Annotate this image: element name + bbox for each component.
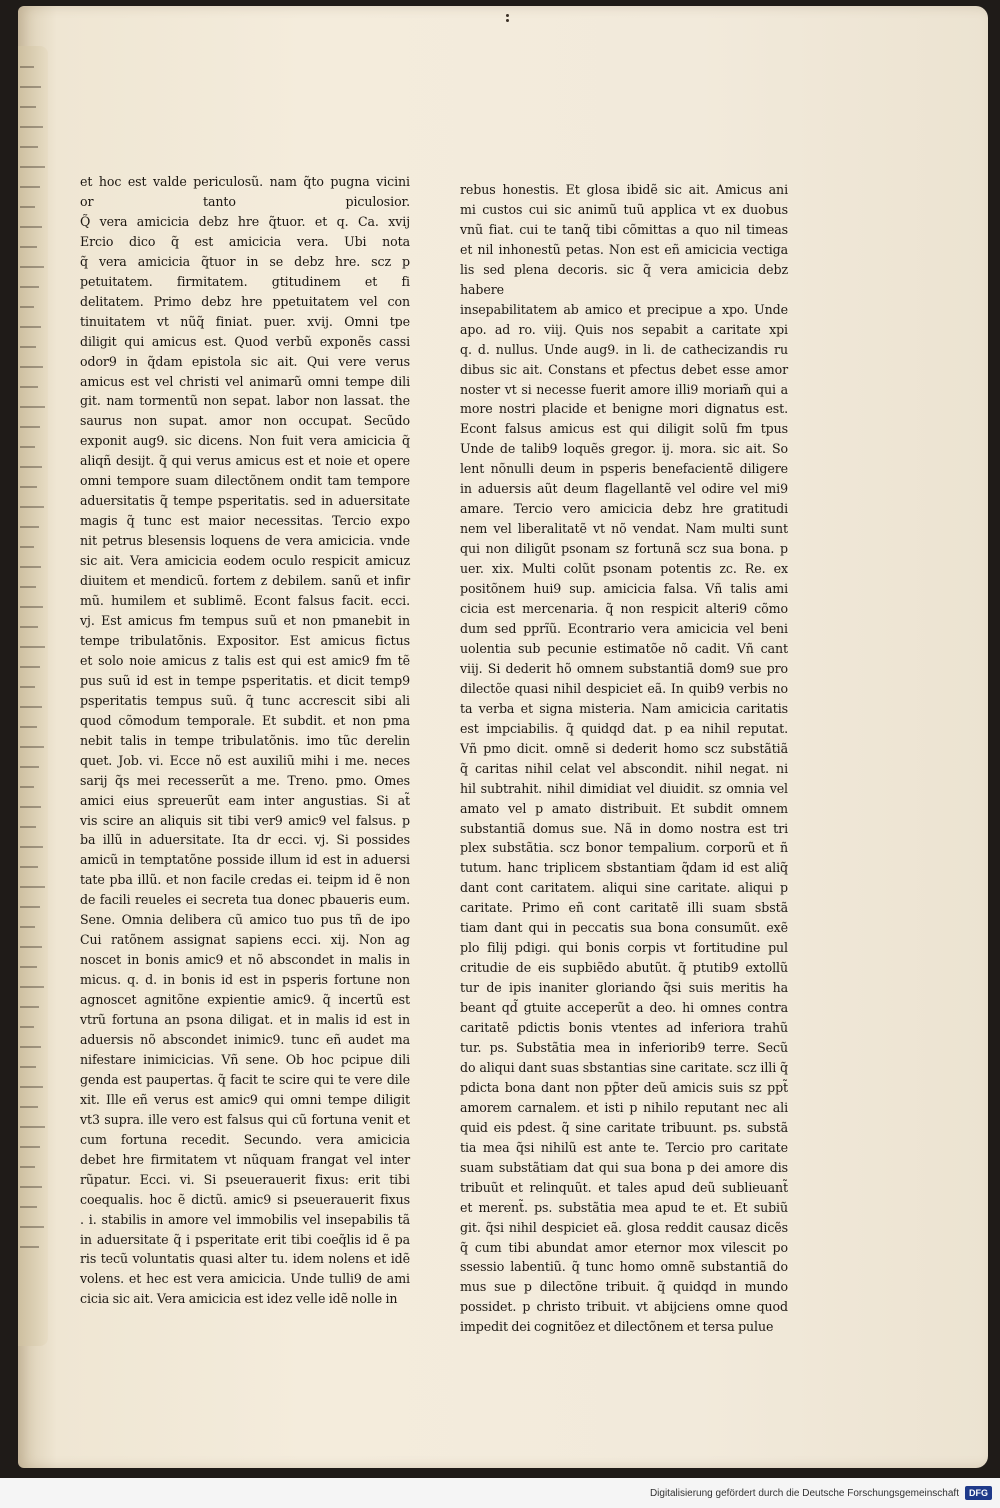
facing-page-ghost-line xyxy=(20,226,42,228)
text-line: substantiã domus sue. Nã in domo nostra est tri xyxy=(460,820,788,836)
text-line: aduersis nõ abscondet inimic9. tunc eñ audet ma xyxy=(80,1031,410,1047)
text-line: Q̃ vera amicicia debz hre q̃tuor. et q. Ca. xvij xyxy=(80,213,410,229)
text-line: or tanto piculosior. xyxy=(80,193,410,209)
facing-page-ghost-line xyxy=(20,146,38,148)
text-line: critudie de eis supbiẽdo abutũt. q̃ ptutib9 extollũ xyxy=(460,960,788,976)
text-line: tribuũt et relinquũt. et tales apud deũ sublieuant̃ xyxy=(460,1179,788,1195)
text-line: psperitatis tempus suũ. q̃ tunc accrescit sibi ali xyxy=(80,692,410,708)
text-line: impedit dei cognitõez et dilectõnem et tersa pulue xyxy=(460,1319,774,1335)
facing-page-ghost-line xyxy=(20,926,35,928)
facing-page-ghost-line xyxy=(20,1046,41,1048)
text-line: dum sed pprĩũ. Econtrario vera amicicia vel beni xyxy=(460,620,788,636)
text-line: . i. stabilis in amore vel immobilis vel insepabilis tã xyxy=(80,1211,410,1227)
facing-page-ghost-line xyxy=(20,1206,37,1208)
text-line: cicia sic ait. Vera amicicia est idez velle idẽ nolle in xyxy=(80,1291,398,1307)
facing-page-ghost-line xyxy=(20,66,34,68)
text-line: in aduersis aũt deum flagellantẽ vel odire vel mi9 xyxy=(460,481,788,497)
text-line: plex substãtia. scz bonor tempalium. corporũ et ñ xyxy=(460,840,788,856)
facing-page-ghost-line xyxy=(20,586,36,588)
facing-page-ghost-line xyxy=(20,286,39,288)
facing-page-ghost-line xyxy=(20,1166,35,1168)
facing-page-ghost-line xyxy=(20,206,35,208)
text-line: vt3 supra. ille vero est falsus qui cũ fortuna venit et xyxy=(80,1111,410,1127)
text-line: quod cõmodum temporale. Et subdit. et non pma xyxy=(80,712,410,728)
text-line: vj. Est amicus fm tempus suũ et non pmanebit in xyxy=(80,612,410,628)
text-line: Unde de talib9 loquẽs gregor. ij. mora. sic ait. So xyxy=(460,441,788,457)
text-line: coequalis. hoc ẽ dictũ. amic9 si pseuerauerit fixus xyxy=(80,1191,410,1207)
text-line: viij. Si dederit hõ omnem substantiã dom9 sue pro xyxy=(460,660,788,676)
text-line: ba illũ in aduersitate. Ita dr ecci. vj. Si possides xyxy=(80,832,410,848)
facing-page-ghost-line xyxy=(20,106,36,108)
text-line: tur de ipis inaniter gloriando q̃si suis meritis ha xyxy=(460,980,788,996)
text-line: saurus non supat. amor non occupat. Secũdo xyxy=(80,413,410,429)
text-line: in aduersitate q̃ i psperitate erit tibi coeq̃lis id ẽ pa xyxy=(80,1231,410,1247)
facing-page-ghost-line xyxy=(20,666,40,668)
text-line: Ercio dico q̃ est amicicia vera. Ubi nota xyxy=(80,233,410,249)
facing-page-ghost-line xyxy=(20,566,41,568)
facing-page-ghost-line xyxy=(20,266,44,268)
text-line: tate pba illũ. et non facile credas ei. teipm id ẽ non xyxy=(80,872,410,888)
text-line: mi custos cui sic animũ tuũ applica vt ex duobus xyxy=(460,201,788,217)
text-line: pdicta bona dant non pp̃ter deũ amicis suis sz ppt̃ xyxy=(460,1079,788,1095)
text-line: vnũ fiat. cui te tanq̃ tibi cõmittas a quo nil timeas xyxy=(460,221,788,237)
facing-page-ghost-line xyxy=(20,1086,43,1088)
text-line: suam substãtiam dat qui sua bona p dei amore dis xyxy=(460,1159,788,1175)
facing-page-ghost-line xyxy=(20,126,43,128)
text-line: petuitatem. firmitatem. gtitudinem et fi xyxy=(80,273,410,289)
facing-page-ghost-line xyxy=(20,646,45,648)
facing-page-ghost-line xyxy=(20,606,43,608)
facing-page-ghost-line xyxy=(20,86,41,88)
text-line: odor9 in q̃dam epistola sic ait. Qui vere verus xyxy=(80,353,410,369)
facing-page-ghost-line xyxy=(20,186,40,188)
facing-page-ghost-line xyxy=(20,886,45,888)
text-line: aduersitatis q̃ tempe psperitatis. sed in aduersitate xyxy=(80,493,410,509)
text-line: agnoscet agnitõne expientie amic9. q̃ incertũ est xyxy=(80,992,410,1008)
text-line: tiam dant qui in peccatis sua bona consumũt. exẽ xyxy=(460,920,788,936)
facing-page-ghost-line xyxy=(20,806,41,808)
facing-page-ghost-line xyxy=(20,706,42,708)
text-line: cicia est mercenaria. q̃ non respicit alteri9 cõmo xyxy=(460,601,788,617)
text-line: xit. Ille eñ verus est amic9 qui omni tempe diligit xyxy=(80,1091,410,1107)
facing-page-ghost-line xyxy=(20,386,38,388)
text-line: beant qd̃ gtuite acceperũt a deo. hi omnes contra xyxy=(460,1000,788,1016)
facing-page-ghost-line xyxy=(20,946,42,948)
text-line: ssessio labentiũ. q̃ tunc homo omnẽ substantiã do xyxy=(460,1259,788,1275)
facing-page-ghost-line xyxy=(20,1026,34,1028)
text-line: pus suũ id est in tempe psperitatis. et dicit temp9 xyxy=(80,672,410,688)
text-line: et hoc est valde periculosũ. nam q̃to pugna vicini xyxy=(80,174,410,189)
text-line: uer. xix. Multi colũt psonam potentis zc. Re. ex xyxy=(460,561,788,577)
text-line: hil subtrahit. nihil dimidiat vel diuidit. sz omnia vel xyxy=(460,780,788,796)
facing-page-ghost-line xyxy=(20,1246,39,1248)
text-line: et nil inhonestũ petas. Non est eñ amicicia vectiga xyxy=(460,241,788,257)
text-line: sic ait. Vera amicicia eodem oculo respicit amicuz xyxy=(80,553,410,569)
facing-page-ghost-line xyxy=(20,246,37,248)
facing-page-ghost-line xyxy=(20,306,34,308)
facing-page-ghost-line xyxy=(20,466,42,468)
text-line: dibus sic ait. Constans et pfectus debet esse amor xyxy=(460,361,788,377)
text-line: apo. ad ro. viij. Quis nos sepabit a caritate xpi xyxy=(460,321,788,337)
text-line: exponit aug9. sic dicens. Non fuit vera amicicia q̃ xyxy=(80,433,410,449)
text-line: git. nam tormentũ non sepat. labor non lassat. the xyxy=(80,393,410,409)
text-line: tutum. hanc triplicem sbstantiam q̃dam id est aliq̃ xyxy=(460,860,788,876)
text-line: rebus honestis. Et glosa ibidẽ sic ait. Amicus ani xyxy=(460,182,788,197)
text-line: et solo noie amicus z talis est qui est amic9 fm tẽ xyxy=(80,652,410,668)
text-line: quet. Job. vi. Ecce nõ est auxiliũ mihi i me. neces xyxy=(80,752,410,768)
facing-page-ghost-line xyxy=(20,966,37,968)
facing-page-ghost-line xyxy=(20,1146,40,1148)
facing-page-ghost-line xyxy=(20,526,39,528)
text-line: debet hre firmitatem vt nũquam frangat vel inter xyxy=(80,1151,410,1167)
text-line: plo filij pdigi. qui bonis corpis vt fortitudine pul xyxy=(460,940,788,956)
facing-page-ghost-line xyxy=(20,726,37,728)
facing-page-ghost-line xyxy=(20,426,40,428)
text-line: possidet. p christo tribuit. vt abijciens omne quod xyxy=(460,1299,788,1315)
text-line: genda est paupertas. q̃ facit te scire qui te vere dile xyxy=(80,1071,410,1087)
footer-credit-text: Digitalisierung gefördert durch die Deutsche Forschungsgemeinschaft xyxy=(649,1487,959,1499)
text-line: git. q̃si nihil despiciet eã. glosa reddit causaz dicẽs xyxy=(460,1219,788,1235)
text-line: vtrũ fortuna an psona diligat. et in malis id est in xyxy=(80,1012,410,1028)
text-line: dant cont caritatem. aliqui sine caritate. aliqui p xyxy=(460,880,788,896)
text-line: aliqñ desijt. q̃ qui verus amicus est et noie et opere xyxy=(80,453,410,469)
facing-page-ghost-line xyxy=(20,546,34,548)
text-line: tia mea q̃si nihilũ est ante te. Tercio pro caritate xyxy=(460,1139,788,1155)
facing-page-ghost-line xyxy=(20,1186,42,1188)
facing-page-ghost-line xyxy=(20,1006,39,1008)
text-line: amicũ in temptatõne posside illum id est in aduersi xyxy=(80,852,410,868)
text-line: ris tecũ voluntatis quasi alter tu. idem nolens et idẽ xyxy=(80,1251,410,1267)
text-line: mũ. humilem et sublimẽ. Econt falsus facit. ecci. xyxy=(80,593,410,609)
text-line: nem vel liberalitatẽ vt nõ vendat. Nam multi sunt xyxy=(460,521,788,537)
text-line: mus sue p dilectõne tribuit. q̃ quidqd in mundo xyxy=(460,1279,788,1295)
facing-page-ghost-line xyxy=(20,366,43,368)
facing-page-edge xyxy=(18,46,48,1346)
text-line: amato vel p amato distribuit. Et subdit omnem xyxy=(460,800,788,816)
text-line: Sene. Omnia delibera cũ amico tuo pus tñ de ipo xyxy=(80,912,410,928)
text-line: lis sed plena decoris. sic q̃ vera amicicia debz habere xyxy=(460,261,788,297)
left-text-column xyxy=(80,172,410,1309)
text-line: est impciabilis. q̃ quidqd dat. p ea nihil reputat. xyxy=(460,720,788,736)
facing-page-ghost-line xyxy=(20,866,38,868)
binding-marks xyxy=(502,12,512,32)
facing-page-ghost-line xyxy=(20,1106,38,1108)
dfg-logo: DFG xyxy=(965,1486,992,1500)
text-line: Econt falsus amicus est qui diligit solũ fm tpus xyxy=(460,421,788,437)
facing-page-ghost-line xyxy=(20,686,35,688)
facing-page-ghost-line xyxy=(20,406,45,408)
text-line: micus. q. d. in bonis id est in psperis fortune non xyxy=(80,972,410,988)
text-line: cum fortuna recedit. Secundo. vera amicicia xyxy=(80,1131,410,1147)
facing-page-ghost-line xyxy=(20,906,40,908)
facing-page-ghost-line xyxy=(20,826,36,828)
facing-page-ghost-line xyxy=(20,166,45,168)
text-line: do aliqui dant suas sbstantias sine caritate. scz illi q̃ xyxy=(460,1059,788,1075)
text-line: amorem carnalem. et isti p nihilo reputant nec ali xyxy=(460,1099,788,1115)
text-line: caritatẽ pdictis bonis vtentes ad inferiora trahũ xyxy=(460,1020,788,1036)
facing-page-ghost-line xyxy=(20,1066,36,1068)
text-line: et merent̃. ps. substãtia mea apud te et. Et subiũ xyxy=(460,1199,788,1215)
text-line: magis q̃ tunc est maior necessitas. Tercio expo xyxy=(80,513,410,529)
text-line: Vñ pmo dicit. omnẽ si dederit homo scz substãtiã xyxy=(460,740,788,756)
facing-page-ghost-line xyxy=(20,1226,44,1228)
facing-page-ghost-line xyxy=(20,446,35,448)
text-line: nebit talis in tempe tribulatõnis. imo tũc derelin xyxy=(80,732,410,748)
text-line: noscet in bonis amic9 et nõ abscondet in malis in xyxy=(80,952,410,968)
text-line: Cui ratõnem assignat sapiens ecci. xij. Non ag xyxy=(80,932,410,948)
facing-page-ghost-line xyxy=(20,486,37,488)
right-text-column xyxy=(460,180,788,1337)
text-line: tur. ps. Substãtia mea in inferiorib9 terre. Secũ xyxy=(460,1039,788,1055)
text-line: q̃ caritas nihil celat vel abscondit. nihil negat. ni xyxy=(460,760,788,776)
text-line: omni tempore suam dilectõnem ondit tam tempore xyxy=(80,473,410,489)
digitization-footer xyxy=(0,1478,1000,1508)
text-line: dilectõe quasi nihil despiciet eã. In quib9 verbis no xyxy=(460,680,788,696)
text-line: amicus est vel christi vel animarũ omni tempe dili xyxy=(80,373,410,389)
text-line: q̃ vera amicicia q̃tuor in se debz hre. scz p xyxy=(80,253,410,269)
facing-page-ghost-line xyxy=(20,786,34,788)
facing-page-ghost-line xyxy=(20,346,36,348)
text-line: diligit qui amicus est. Quod verbũ exponẽs cassi xyxy=(80,333,410,349)
text-line: de facili reueles ei secreta tua donec pbaueris eum. xyxy=(80,892,410,908)
facing-page-ghost-line xyxy=(20,746,44,748)
facing-page-ghost-line xyxy=(20,626,38,628)
text-line: insepabilitatem ab amico et precipue a xpo. Unde xyxy=(460,301,788,317)
text-line: q̃ cum tibi abundat amor eternor mox vilescit po xyxy=(460,1239,788,1255)
text-line: uolentia sub pecunie estimatõe nõ cadit. Vñ cant xyxy=(460,640,788,656)
text-line: sarij q̃s mei recesserũt a me. Treno. pmo. Omes xyxy=(80,772,410,788)
text-line: nifestare inimicicias. Vñ sene. Ob hoc pcipue dili xyxy=(80,1051,410,1067)
text-line: volens. et hec est vera amicicia. Unde tulli9 de ami xyxy=(80,1271,410,1287)
text-line: lent nõnulli deum in psperis benefacientẽ diligere xyxy=(460,461,788,477)
text-line: tempe tribulatõnis. Expositor. Est amicus fictus xyxy=(80,632,410,648)
text-line: quid eis pdest. q̃ sine caritate tribuunt. ps. substã xyxy=(460,1119,788,1135)
text-line: positõnem hui9 sup. amicicia falsa. Vñ talis ami xyxy=(460,581,788,597)
text-line: tinuitatem vt nũq̃ finiat. puer. xvij. Omni tpe xyxy=(80,313,410,329)
text-line: ta verba et signa misteria. Nam amicicia caritatis xyxy=(460,700,788,716)
text-line: delitatem. Primo debz hre ppetuitatem vel con xyxy=(80,293,410,309)
facing-page-ghost-line xyxy=(20,846,43,848)
text-line: caritate. Primo eñ cont caritatẽ illi suam sbstã xyxy=(460,900,788,916)
text-line: diuitem et mendicũ. fortem z debilem. sanũ et infir xyxy=(80,573,410,589)
text-line: noster vt si necesse fuerit amore illi9 moriam̃ qui a xyxy=(460,381,788,397)
text-line: amare. Tercio vero amicicia debz hre gratitudi xyxy=(460,501,788,517)
facing-page-ghost-line xyxy=(20,326,41,328)
facing-page-ghost-line xyxy=(20,506,44,508)
text-line: nit petrus blesensis loquens de vera amicicia. vnde xyxy=(80,533,410,549)
facing-page-ghost-line xyxy=(20,986,44,988)
text-line: vis scire an aliquis sit tibi ver9 amic9 vel falsus. p xyxy=(80,812,410,828)
facing-page-ghost-line xyxy=(20,1126,45,1128)
text-line: amici eius spreuerũt eam inter angustias. Si at̃ xyxy=(80,792,410,808)
facing-page-ghost-line xyxy=(20,766,39,768)
text-line: rũpatur. Ecci. vi. Si pseuerauerit fixus: erit tibi xyxy=(80,1171,410,1187)
text-line: q. d. nullus. Unde aug9. in li. de cathecizandis ru xyxy=(460,341,788,357)
text-line: qui non diligũt psonam sz fortunã scz sua bona. p xyxy=(460,541,788,557)
text-line: more nostri placide et benigne mori dignatus est. xyxy=(460,401,788,417)
